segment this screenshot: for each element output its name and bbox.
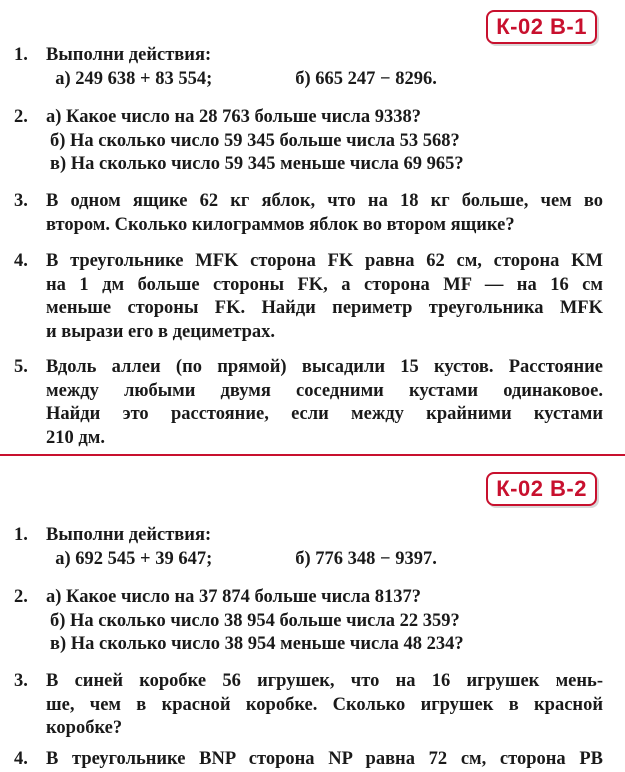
task-title: Выполни действия:	[46, 45, 212, 65]
task-text-line: 210 дм.	[46, 427, 105, 448]
subtask-a: а) 692 545 + 39 647;	[55, 548, 213, 569]
task-1	[14, 44, 603, 91]
task-text-line: на 1 дм больше стороны FK, а сторона MF — на 16 см	[46, 274, 603, 295]
task-number: 4.	[14, 749, 28, 769]
task-number: 1.	[14, 45, 28, 65]
task-1	[14, 524, 603, 571]
task-text-line: Вдоль аллеи (по прямой) высадили 15 кустов. Расстояние	[46, 357, 603, 377]
task-number: 2.	[14, 587, 28, 607]
task-number: 3.	[14, 671, 28, 691]
task-number: 1.	[14, 525, 28, 545]
task-text-line: В синей коробке 56 игрушек, что на 16 игрушек мень-	[46, 671, 603, 691]
task-3	[14, 670, 603, 741]
subtask-c: в) На сколько число 59 345 меньше числа 69 965?	[50, 154, 464, 174]
task-text-line: В треугольнике BNP сторона NP равна 72 см, сторона PB	[46, 749, 603, 769]
variant-badge: К-02 В-1	[486, 10, 597, 44]
subtask-b: б) 665 247 − 8296.	[295, 68, 437, 89]
task-text-line: меньше стороны FK. Найди периметр треугольника MFK	[46, 298, 603, 318]
task-text-line: Найди это расстояние, если между крайними кустами	[46, 404, 603, 424]
subtask-b: б) 776 348 − 9397.	[295, 548, 437, 569]
task-number: 4.	[14, 251, 28, 271]
task-number: 5.	[14, 357, 28, 377]
task-title: Выполни действия:	[46, 525, 212, 545]
subtask-a: а) 249 638 + 83 554;	[55, 68, 213, 89]
task-5	[14, 356, 603, 450]
variant-badge: К-02 В-2	[486, 472, 597, 506]
task-text-line: ше, чем в красной коробке. Сколько игрушек в красной	[46, 694, 603, 715]
task-4	[14, 250, 603, 344]
task-text-line: втором. Сколько килограммов яблок во втором ящике?	[46, 214, 515, 235]
task-4	[14, 748, 603, 772]
task-text-line: В одном ящике 62 кг яблок, что на 18 кг больше, чем во	[46, 191, 603, 211]
subtask-a: а) Какое число на 28 763 больше числа 9338?	[46, 107, 421, 127]
subtask-a: а) Какое число на 37 874 больше числа 8137?	[46, 587, 421, 607]
task-number: 2.	[14, 107, 28, 127]
task-2	[14, 586, 603, 657]
task-text-line: и вырази его в дециметрах.	[46, 321, 276, 342]
task-text-line: между любыми двумя соседними кустами одинаковое.	[46, 380, 603, 401]
task-2	[14, 106, 603, 177]
variant-divider	[0, 454, 625, 456]
subtask-b: б) На сколько число 59 345 больше числа 53 568?	[50, 130, 460, 151]
task-3	[14, 190, 603, 237]
subtask-c: в) На сколько число 38 954 меньше числа 48 234?	[50, 634, 464, 654]
task-number: 3.	[14, 191, 28, 211]
task-text-line: коробке?	[46, 718, 123, 738]
subtask-b: б) На сколько число 38 954 больше числа 22 359?	[50, 610, 460, 631]
task-text-line: В треугольнике MFK сторона FK равна 62 см, сторона KM	[46, 251, 603, 271]
